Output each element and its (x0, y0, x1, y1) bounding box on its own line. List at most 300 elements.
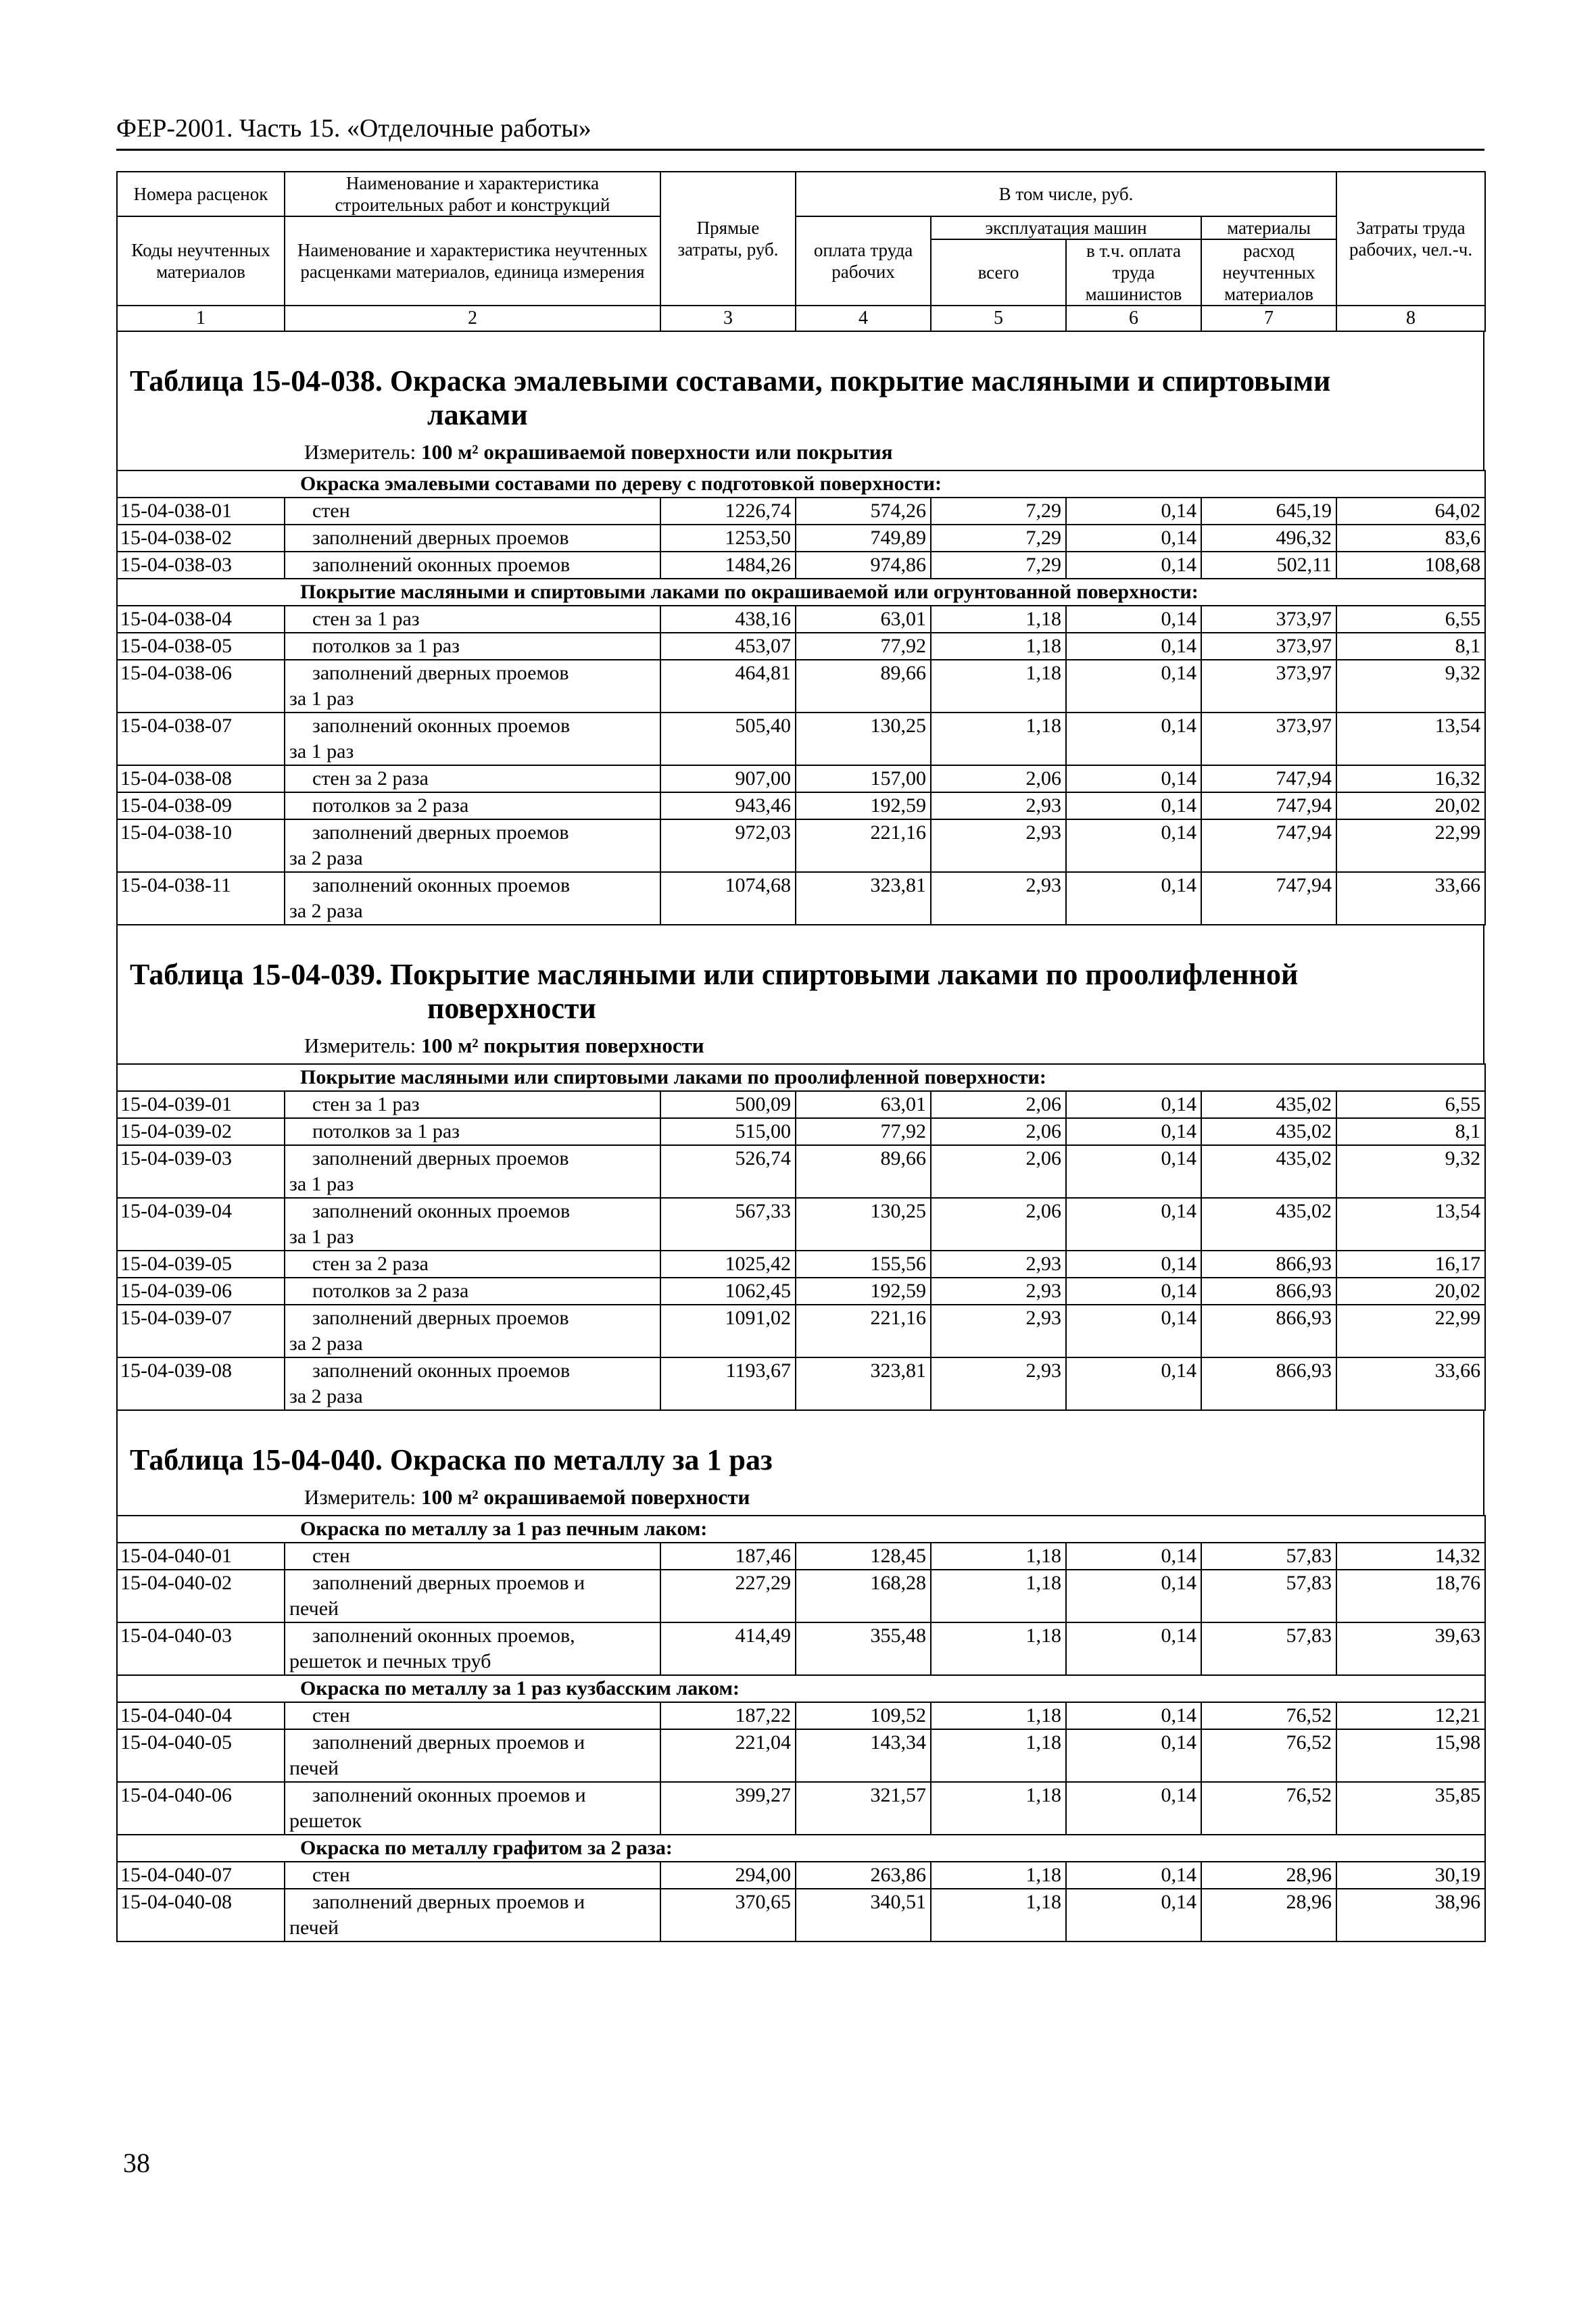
table-row (117, 1543, 1485, 1570)
work-name-line2: за 1 раз (289, 1173, 354, 1195)
running-header: ФЕР-2001. Часть 15. «Отделочные работы» (116, 114, 1484, 151)
labor-hours-cell: 8,1 (1336, 633, 1485, 660)
work-name (285, 1889, 660, 1941)
table-gap (116, 332, 1484, 355)
work-name (285, 1118, 660, 1145)
table-row (117, 552, 1485, 579)
table-title-line2: поверхности (427, 992, 596, 1025)
machines-total-cell: 2,93 (931, 1251, 1066, 1278)
rates-table (116, 1063, 1486, 1411)
machines-total-cell: 1,18 (931, 1782, 1066, 1835)
work-name (285, 713, 660, 765)
column-number: 1 (117, 306, 285, 331)
measure-value: 100 м² окрашиваемой поверхности или покрытия (420, 440, 893, 464)
work-name-line2: за 1 раз (289, 687, 354, 710)
section-title: Покрытие масляными или спиртовыми лаками по проолифленной поверхности: (117, 1064, 1485, 1091)
operator-pay-cell: 0,14 (1066, 606, 1201, 633)
machines-total-cell: 7,29 (931, 552, 1066, 579)
labor-hours-cell: 6,55 (1336, 1091, 1485, 1118)
page-number: 38 (123, 2148, 150, 2178)
worker-pay-cell: 192,59 (796, 1278, 931, 1305)
material-consumption-cell: 57,83 (1201, 1570, 1336, 1622)
direct-costs-cell: 1193,67 (660, 1357, 796, 1410)
operator-pay-cell: 0,14 (1066, 552, 1201, 579)
rate-code: 15-04-040-06 (117, 1782, 285, 1835)
material-consumption-cell: 502,11 (1201, 552, 1336, 579)
rate-code: 15-04-038-04 (117, 606, 285, 633)
work-name (285, 1862, 660, 1889)
operator-pay-cell: 0,14 (1066, 1889, 1201, 1941)
work-name (285, 525, 660, 552)
direct-costs-cell: 399,27 (660, 1782, 796, 1835)
operator-pay-cell: 0,14 (1066, 765, 1201, 792)
operator-pay-cell: 0,14 (1066, 660, 1201, 713)
work-name (285, 819, 660, 872)
material-consumption-cell: 373,97 (1201, 660, 1336, 713)
rate-code: 15-04-038-01 (117, 498, 285, 525)
work-name (285, 498, 660, 525)
work-name-line1: заполнений оконных проемов и (312, 1784, 586, 1806)
column-number: 2 (285, 306, 660, 331)
work-name-line2: печей (289, 1757, 339, 1779)
direct-costs-cell: 187,22 (660, 1702, 796, 1729)
table-row (117, 1862, 1485, 1889)
material-consumption-cell: 747,94 (1201, 819, 1336, 872)
work-name-line1: заполнений дверных проемов и (312, 1731, 585, 1754)
table-row (117, 1278, 1485, 1305)
table-title-line1: Таблица 15-04-039. Покрытие масляными или спиртовыми лаками по проолифленной (130, 958, 1299, 991)
operator-pay-cell: 0,14 (1066, 498, 1201, 525)
work-name-line1: стен за 1 раз (312, 1093, 420, 1115)
direct-costs-cell: 1062,45 (660, 1278, 796, 1305)
work-name-line1: заполнений дверных проемов (312, 527, 569, 549)
rate-code: 15-04-039-07 (117, 1305, 285, 1357)
machines-total-cell: 2,93 (931, 872, 1066, 925)
worker-pay-cell: 263,86 (796, 1862, 931, 1889)
rate-code: 15-04-038-11 (117, 872, 285, 925)
table-title-line1: Таблица 15-04-040. Окраска по металлу за 1 раз (130, 1443, 773, 1476)
material-consumption-cell: 373,97 (1201, 633, 1336, 660)
rate-code: 15-04-040-07 (117, 1862, 285, 1889)
operator-pay-cell: 0,14 (1066, 1729, 1201, 1782)
table-title (116, 948, 1484, 1030)
rate-code: 15-04-038-08 (117, 765, 285, 792)
worker-pay-cell: 221,16 (796, 819, 931, 872)
direct-costs-cell: 221,04 (660, 1729, 796, 1782)
labor-hours-cell: 30,19 (1336, 1862, 1485, 1889)
document-page (116, 114, 1484, 1942)
material-consumption-cell: 76,52 (1201, 1729, 1336, 1782)
header-worker-pay: оплата труда рабочих (796, 216, 931, 306)
operator-pay-cell: 0,14 (1066, 1198, 1201, 1251)
section-title: Покрытие масляными и спиртовыми лаками по окрашиваемой или огрунтованной поверхности: (117, 579, 1485, 606)
section-title: Окраска эмалевыми составами по дереву с подготовкой поверхности: (117, 471, 1485, 498)
work-name-line1: стен (312, 1545, 350, 1567)
work-name (285, 1251, 660, 1278)
table-row (117, 1251, 1485, 1278)
work-name-line2: решеток и печных труб (289, 1650, 491, 1672)
labor-hours-cell: 20,02 (1336, 1278, 1485, 1305)
material-consumption-cell: 866,93 (1201, 1278, 1336, 1305)
operator-pay-cell: 0,14 (1066, 1251, 1201, 1278)
rate-code: 15-04-040-04 (117, 1702, 285, 1729)
column-number: 8 (1336, 306, 1485, 331)
direct-costs-cell: 515,00 (660, 1118, 796, 1145)
direct-costs-cell: 370,65 (660, 1889, 796, 1941)
worker-pay-cell: 77,92 (796, 1118, 931, 1145)
machines-total-cell: 7,29 (931, 525, 1066, 552)
operator-pay-cell: 0,14 (1066, 792, 1201, 819)
work-name (285, 1543, 660, 1570)
rate-code: 15-04-039-01 (117, 1091, 285, 1118)
rate-code: 15-04-039-06 (117, 1278, 285, 1305)
machines-total-cell: 7,29 (931, 498, 1066, 525)
measure-label: Измеритель: (304, 1034, 416, 1057)
machines-total-cell: 2,06 (931, 765, 1066, 792)
rate-code: 15-04-040-02 (117, 1570, 285, 1622)
table-title (116, 355, 1484, 436)
table-row (117, 1729, 1485, 1782)
header-codes-top: Номера расценок (117, 172, 285, 216)
material-consumption-cell: 496,32 (1201, 525, 1336, 552)
table-title-line2: лаками (427, 398, 528, 431)
operator-pay-cell: 0,14 (1066, 713, 1201, 765)
header-names-top: Наименование и характеристика строительных работ и конструкций (285, 172, 660, 216)
worker-pay-cell: 355,48 (796, 1622, 931, 1675)
direct-costs-cell: 567,33 (660, 1198, 796, 1251)
material-consumption-cell: 435,02 (1201, 1198, 1336, 1251)
direct-costs-cell: 227,29 (660, 1570, 796, 1622)
worker-pay-cell: 974,86 (796, 552, 931, 579)
section-row (117, 1835, 1485, 1862)
work-name-line1: стен за 2 раза (312, 767, 429, 790)
worker-pay-cell: 321,57 (796, 1782, 931, 1835)
section-row (117, 1516, 1485, 1543)
labor-hours-cell: 38,96 (1336, 1889, 1485, 1941)
column-number: 4 (796, 306, 931, 331)
table-row (117, 1198, 1485, 1251)
table-row (117, 1570, 1485, 1622)
table-row (117, 1702, 1485, 1729)
work-name-line1: заполнений дверных проемов и (312, 1572, 585, 1594)
operator-pay-cell: 0,14 (1066, 1357, 1201, 1410)
table-measure (116, 436, 1484, 470)
worker-pay-cell: 192,59 (796, 792, 931, 819)
work-name (285, 606, 660, 633)
table-row (117, 872, 1485, 925)
material-consumption-cell: 373,97 (1201, 606, 1336, 633)
labor-hours-cell: 22,99 (1336, 819, 1485, 872)
labor-hours-cell: 39,63 (1336, 1622, 1485, 1675)
machines-total-cell: 1,18 (931, 713, 1066, 765)
rate-code: 15-04-038-07 (117, 713, 285, 765)
machines-total-cell: 2,06 (931, 1091, 1066, 1118)
section-title: Окраска по металлу за 1 раз печным лаком: (117, 1516, 1485, 1543)
worker-pay-cell: 574,26 (796, 498, 931, 525)
material-consumption-cell: 76,52 (1201, 1702, 1336, 1729)
work-name-line1: заполнений оконных проемов (312, 554, 571, 576)
table-gap (116, 925, 1484, 948)
header-material-consumption: расход неучтенных материалов (1201, 239, 1336, 306)
table-row (117, 606, 1485, 633)
table-row (117, 1782, 1485, 1835)
direct-costs-cell: 453,07 (660, 633, 796, 660)
work-name-line1: стен за 1 раз (312, 608, 420, 630)
work-name (285, 1278, 660, 1305)
work-name (285, 1091, 660, 1118)
column-numbers-row (117, 306, 1485, 331)
machines-total-cell: 1,18 (931, 660, 1066, 713)
operator-pay-cell: 0,14 (1066, 525, 1201, 552)
work-name-line1: заполнений оконных проемов, (312, 1624, 575, 1647)
direct-costs-cell: 438,16 (660, 606, 796, 633)
operator-pay-cell: 0,14 (1066, 1782, 1201, 1835)
rate-code: 15-04-038-03 (117, 552, 285, 579)
header-names-bottom: Наименование и характеристика неучтенных расценками материалов, единица измерения (285, 216, 660, 306)
measure-label: Измеритель: (304, 1485, 416, 1509)
machines-total-cell: 2,06 (931, 1145, 1066, 1198)
table-row (117, 1622, 1485, 1675)
direct-costs-cell: 1226,74 (660, 498, 796, 525)
worker-pay-cell: 221,16 (796, 1305, 931, 1357)
work-name-line1: стен за 2 раза (312, 1253, 429, 1275)
table-row (117, 1091, 1485, 1118)
labor-hours-cell: 35,85 (1336, 1782, 1485, 1835)
machines-total-cell: 1,18 (931, 1570, 1066, 1622)
direct-costs-cell: 972,03 (660, 819, 796, 872)
operator-pay-cell: 0,14 (1066, 1622, 1201, 1675)
operator-pay-cell: 0,14 (1066, 1118, 1201, 1145)
work-name (285, 1622, 660, 1675)
work-name (285, 872, 660, 925)
table-row (117, 792, 1485, 819)
material-consumption-cell: 866,93 (1201, 1251, 1336, 1278)
work-name-line2: решеток (289, 1810, 362, 1832)
section-row (117, 1675, 1485, 1702)
direct-costs-cell: 943,46 (660, 792, 796, 819)
labor-hours-cell: 16,32 (1336, 765, 1485, 792)
direct-costs-cell: 1484,26 (660, 552, 796, 579)
labor-hours-cell: 18,76 (1336, 1570, 1485, 1622)
labor-hours-cell: 83,6 (1336, 525, 1485, 552)
operator-pay-cell: 0,14 (1066, 1091, 1201, 1118)
work-name (285, 1305, 660, 1357)
work-name-line1: заполнений оконных проемов (312, 1200, 571, 1222)
worker-pay-cell: 168,28 (796, 1570, 931, 1622)
rates-table (116, 470, 1486, 925)
header-machines: эксплуатация машин (931, 216, 1201, 239)
work-name-line2: печей (289, 1597, 339, 1620)
work-name-line1: заполнений дверных проемов (312, 662, 569, 684)
work-name-line1: потолков за 1 раз (312, 1120, 460, 1142)
worker-pay-cell: 143,34 (796, 1729, 931, 1782)
table-measure (116, 1481, 1484, 1515)
material-consumption-cell: 645,19 (1201, 498, 1336, 525)
labor-hours-cell: 13,54 (1336, 713, 1485, 765)
table-gap (116, 1411, 1484, 1434)
table-measure (116, 1030, 1484, 1063)
work-name-line1: заполнений оконных проемов (312, 1359, 571, 1382)
machines-total-cell: 2,93 (931, 1278, 1066, 1305)
table-row (117, 1889, 1485, 1941)
worker-pay-cell: 340,51 (796, 1889, 931, 1941)
worker-pay-cell: 89,66 (796, 660, 931, 713)
work-name (285, 633, 660, 660)
machines-total-cell: 2,93 (931, 1305, 1066, 1357)
direct-costs-cell: 500,09 (660, 1091, 796, 1118)
rate-code: 15-04-038-05 (117, 633, 285, 660)
rate-code: 15-04-040-01 (117, 1543, 285, 1570)
work-name (285, 1145, 660, 1198)
worker-pay-cell: 63,01 (796, 1091, 931, 1118)
rate-code: 15-04-039-02 (117, 1118, 285, 1145)
column-number: 6 (1066, 306, 1201, 331)
labor-hours-cell: 64,02 (1336, 498, 1485, 525)
column-number: 3 (660, 306, 796, 331)
machines-total-cell: 2,06 (931, 1198, 1066, 1251)
labor-hours-cell: 9,32 (1336, 1145, 1485, 1198)
header-including: В том числе, руб. (796, 172, 1336, 216)
table-row (117, 660, 1485, 713)
rate-code: 15-04-040-03 (117, 1622, 285, 1675)
worker-pay-cell: 323,81 (796, 1357, 931, 1410)
worker-pay-cell: 157,00 (796, 765, 931, 792)
section-title: Окраска по металлу графитом за 2 раза: (117, 1835, 1485, 1862)
direct-costs-cell: 907,00 (660, 765, 796, 792)
work-name (285, 660, 660, 713)
operator-pay-cell: 0,14 (1066, 1278, 1201, 1305)
table-title (116, 1434, 1484, 1481)
worker-pay-cell: 323,81 (796, 872, 931, 925)
table-row (117, 1357, 1485, 1410)
machines-total-cell: 1,18 (931, 1862, 1066, 1889)
labor-hours-cell: 12,21 (1336, 1702, 1485, 1729)
work-name-line2: за 1 раз (289, 740, 354, 763)
machines-total-cell: 1,18 (931, 1702, 1066, 1729)
work-name-line1: заполнений оконных проемов (312, 874, 571, 896)
measure-label: Измеритель: (304, 440, 416, 464)
labor-hours-cell: 22,99 (1336, 1305, 1485, 1357)
rate-code: 15-04-039-04 (117, 1198, 285, 1251)
rates-table (116, 1515, 1486, 1942)
table-row (117, 1305, 1485, 1357)
worker-pay-cell: 130,25 (796, 1198, 931, 1251)
direct-costs-cell: 1074,68 (660, 872, 796, 925)
work-name (285, 552, 660, 579)
operator-pay-cell: 0,14 (1066, 1570, 1201, 1622)
table-row (117, 1145, 1485, 1198)
direct-costs-cell: 294,00 (660, 1862, 796, 1889)
machines-total-cell: 1,18 (931, 1729, 1066, 1782)
labor-hours-cell: 15,98 (1336, 1729, 1485, 1782)
work-name (285, 1357, 660, 1410)
work-name-line1: заполнений дверных проемов (312, 821, 569, 844)
work-name-line1: потолков за 1 раз (312, 635, 460, 657)
work-name-line2: за 2 раза (289, 847, 363, 869)
labor-hours-cell: 6,55 (1336, 606, 1485, 633)
material-consumption-cell: 866,93 (1201, 1357, 1336, 1410)
material-consumption-cell: 76,52 (1201, 1782, 1336, 1835)
direct-costs-cell: 1091,02 (660, 1305, 796, 1357)
header-operator-pay: в т.ч. оплата труда машинистов (1066, 239, 1201, 306)
table-title-line1: Таблица 15-04-038. Окраска эмалевыми составами, покрытие масляными и спиртовыми (130, 364, 1331, 397)
work-name (285, 1702, 660, 1729)
direct-costs-cell: 505,40 (660, 713, 796, 765)
operator-pay-cell: 0,14 (1066, 1702, 1201, 1729)
work-name-line2: за 1 раз (289, 1226, 354, 1248)
section-title: Окраска по металлу за 1 раз кузбасским лаком: (117, 1675, 1485, 1702)
material-consumption-cell: 435,02 (1201, 1145, 1336, 1198)
material-consumption-cell: 747,94 (1201, 792, 1336, 819)
material-consumption-cell: 28,96 (1201, 1862, 1336, 1889)
section-row (117, 1064, 1485, 1091)
operator-pay-cell: 0,14 (1066, 1305, 1201, 1357)
direct-costs-cell: 187,46 (660, 1543, 796, 1570)
machines-total-cell: 1,18 (931, 1622, 1066, 1675)
rate-code: 15-04-038-06 (117, 660, 285, 713)
work-name (285, 1570, 660, 1622)
work-name-line1: заполнений дверных проемов (312, 1307, 569, 1329)
direct-costs-cell: 464,81 (660, 660, 796, 713)
labor-hours-cell: 33,66 (1336, 1357, 1485, 1410)
worker-pay-cell: 130,25 (796, 713, 931, 765)
rate-code: 15-04-039-03 (117, 1145, 285, 1198)
worker-pay-cell: 109,52 (796, 1702, 931, 1729)
work-name-line1: заполнений дверных проемов и (312, 1891, 585, 1913)
work-name (285, 1729, 660, 1782)
direct-costs-cell: 414,49 (660, 1622, 796, 1675)
material-consumption-cell: 435,02 (1201, 1091, 1336, 1118)
worker-pay-cell: 89,66 (796, 1145, 931, 1198)
table-row (117, 498, 1485, 525)
material-consumption-cell: 866,93 (1201, 1305, 1336, 1357)
rate-code: 15-04-038-10 (117, 819, 285, 872)
table-row (117, 633, 1485, 660)
column-number: 5 (931, 306, 1066, 331)
machines-total-cell: 1,18 (931, 606, 1066, 633)
rate-code: 15-04-039-05 (117, 1251, 285, 1278)
measure-value: 100 м² покрытия поверхности (420, 1034, 704, 1057)
header-labor-hours: Затраты труда рабочих, чел.-ч. (1336, 172, 1485, 306)
machines-total-cell: 1,18 (931, 1543, 1066, 1570)
rate-code: 15-04-038-09 (117, 792, 285, 819)
labor-hours-cell: 14,32 (1336, 1543, 1485, 1570)
header-materials: материалы (1201, 216, 1336, 239)
labor-hours-cell: 16,17 (1336, 1251, 1485, 1278)
measure-value: 100 м² окрашиваемой поверхности (420, 1485, 750, 1509)
work-name-line2: за 2 раза (289, 900, 363, 922)
material-consumption-cell: 373,97 (1201, 713, 1336, 765)
machines-total-cell: 2,93 (931, 792, 1066, 819)
direct-costs-cell: 1025,42 (660, 1251, 796, 1278)
table-row (117, 819, 1485, 872)
labor-hours-cell: 13,54 (1336, 1198, 1485, 1251)
direct-costs-cell: 526,74 (660, 1145, 796, 1198)
machines-total-cell: 2,93 (931, 819, 1066, 872)
work-name-line1: потолков за 2 раза (312, 1280, 469, 1302)
machines-total-cell: 2,06 (931, 1118, 1066, 1145)
table-row (117, 765, 1485, 792)
worker-pay-cell: 155,56 (796, 1251, 931, 1278)
rate-code: 15-04-040-08 (117, 1889, 285, 1941)
labor-hours-cell: 9,32 (1336, 660, 1485, 713)
operator-pay-cell: 0,14 (1066, 1862, 1201, 1889)
labor-hours-cell: 108,68 (1336, 552, 1485, 579)
work-name-line2: за 2 раза (289, 1332, 363, 1355)
rate-code: 15-04-039-08 (117, 1357, 285, 1410)
material-consumption-cell: 747,94 (1201, 765, 1336, 792)
material-consumption-cell: 435,02 (1201, 1118, 1336, 1145)
